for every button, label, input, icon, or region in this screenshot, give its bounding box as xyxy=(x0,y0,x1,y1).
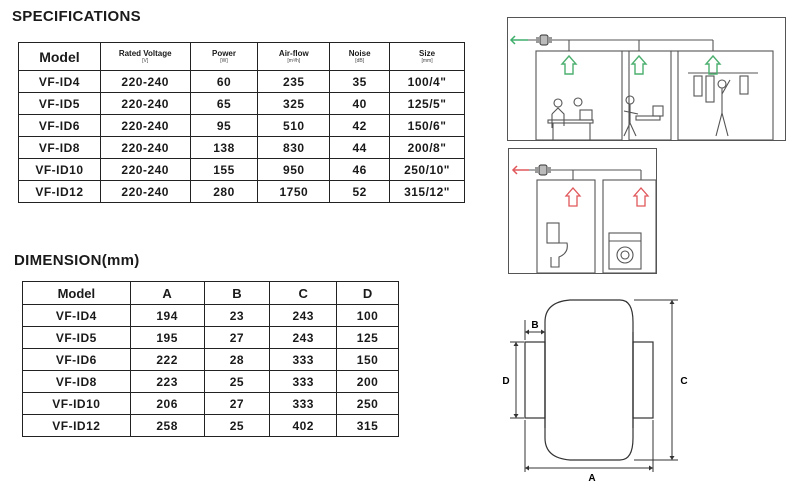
spec-cell: VF-ID12 xyxy=(19,181,101,203)
spec-cell: 220-240 xyxy=(100,93,190,115)
intake-arrow-icon xyxy=(562,56,576,74)
dim-header-d: D xyxy=(337,282,399,305)
rooms-duct-drawing xyxy=(508,18,785,140)
dim-cell: VF-ID12 xyxy=(23,415,131,437)
spec-cell: 315/12" xyxy=(390,181,465,203)
intake-arrow-icon xyxy=(706,56,720,74)
spec-cell: 65 xyxy=(190,93,258,115)
spec-cell: 220-240 xyxy=(100,71,190,93)
dimension-table xyxy=(22,281,399,437)
dim-cell: 25 xyxy=(204,415,270,437)
dimension-title: DIMENSION(mm) xyxy=(14,252,140,269)
spec-header-voltage: Rated Voltage [V] xyxy=(100,43,190,71)
spec-cell: 280 xyxy=(190,181,258,203)
spec-cell: 510 xyxy=(258,115,330,137)
spec-header-power: Power [W] xyxy=(190,43,258,71)
spec-cell: 44 xyxy=(330,137,390,159)
dim-cell: 194 xyxy=(130,305,204,327)
table-row xyxy=(19,159,465,181)
dim-cell: 150 xyxy=(337,349,399,371)
dim-cell: 243 xyxy=(270,305,337,327)
spec-cell: 200/8" xyxy=(390,137,465,159)
dim-cell: 28 xyxy=(204,349,270,371)
dim-cell: 222 xyxy=(130,349,204,371)
specifications-title: SPECIFICATIONS xyxy=(12,8,141,25)
spec-cell: 325 xyxy=(258,93,330,115)
exhaust-arrow-icon xyxy=(511,36,528,44)
spec-cell: 95 xyxy=(190,115,258,137)
dim-cell: 223 xyxy=(130,371,204,393)
dim-cell: 125 xyxy=(337,327,399,349)
spec-cell: 950 xyxy=(258,159,330,181)
table-row xyxy=(19,115,465,137)
dim-cell: 23 xyxy=(204,305,270,327)
spec-cell: 46 xyxy=(330,159,390,181)
ventilation-illustration-bathroom xyxy=(508,148,657,274)
dim-cell: 200 xyxy=(337,371,399,393)
table-row xyxy=(19,137,465,159)
fan-unit-icon xyxy=(536,35,552,45)
intake-arrow-icon xyxy=(632,56,646,74)
intake-arrow-icon xyxy=(566,188,580,206)
label-c: C xyxy=(680,376,688,387)
ventilation-illustration-rooms xyxy=(507,17,786,141)
table-row xyxy=(23,327,399,349)
spec-header-model: Model xyxy=(19,43,101,71)
fan-dimension-drawing xyxy=(500,292,700,484)
dim-cell: VF-ID4 xyxy=(23,305,131,327)
spec-cell: 235 xyxy=(258,71,330,93)
table-row xyxy=(19,71,465,93)
dim-header-row xyxy=(23,282,399,305)
spec-cell: VF-ID10 xyxy=(19,159,101,181)
spec-cell: 35 xyxy=(330,71,390,93)
dim-cell: 333 xyxy=(270,349,337,371)
table-row xyxy=(19,93,465,115)
dim-cell: 243 xyxy=(270,327,337,349)
spec-cell: 1750 xyxy=(258,181,330,203)
dim-cell: 333 xyxy=(270,393,337,415)
spec-cell: 830 xyxy=(258,137,330,159)
dim-cell: 195 xyxy=(130,327,204,349)
intake-arrow-icon xyxy=(634,188,648,206)
table-row xyxy=(19,181,465,203)
spec-cell: VF-ID8 xyxy=(19,137,101,159)
spec-header-noise: Noise [dB] xyxy=(330,43,390,71)
spec-cell: VF-ID5 xyxy=(19,93,101,115)
spec-cell: 52 xyxy=(330,181,390,203)
dim-cell: 27 xyxy=(204,393,270,415)
dim-cell: VF-ID8 xyxy=(23,371,131,393)
spec-cell: 60 xyxy=(190,71,258,93)
dim-cell: 258 xyxy=(130,415,204,437)
spec-cell: 42 xyxy=(330,115,390,137)
dim-cell: 25 xyxy=(204,371,270,393)
dim-cell: 402 xyxy=(270,415,337,437)
dim-header-model: Model xyxy=(23,282,131,305)
table-row xyxy=(23,415,399,437)
spec-cell: 250/10" xyxy=(390,159,465,181)
spec-cell: 220-240 xyxy=(100,115,190,137)
table-row xyxy=(23,305,399,327)
spec-cell: 125/5" xyxy=(390,93,465,115)
spec-cell: 155 xyxy=(190,159,258,181)
dim-cell: VF-ID10 xyxy=(23,393,131,415)
spec-header-row xyxy=(19,43,465,71)
spec-cell: 220-240 xyxy=(100,181,190,203)
dim-cell: 250 xyxy=(337,393,399,415)
fan-unit-icon xyxy=(535,165,551,175)
dim-header-b: B xyxy=(204,282,270,305)
spec-header-airflow: Air-flow [m³/h] xyxy=(258,43,330,71)
label-b: B xyxy=(531,320,539,331)
spec-cell: 40 xyxy=(330,93,390,115)
dim-cell: 27 xyxy=(204,327,270,349)
dim-cell: VF-ID5 xyxy=(23,327,131,349)
exhaust-arrow-icon xyxy=(513,166,529,174)
spec-cell: 100/4" xyxy=(390,71,465,93)
dim-cell: 333 xyxy=(270,371,337,393)
dim-cell: 206 xyxy=(130,393,204,415)
spec-cell: 220-240 xyxy=(100,137,190,159)
label-d: D xyxy=(502,376,510,387)
table-row xyxy=(23,371,399,393)
spec-cell: 138 xyxy=(190,137,258,159)
dim-cell: VF-ID6 xyxy=(23,349,131,371)
spec-cell: VF-ID4 xyxy=(19,71,101,93)
dim-header-a: A xyxy=(130,282,204,305)
bathroom-duct-drawing xyxy=(509,149,656,273)
specifications-table xyxy=(18,42,465,203)
dim-cell: 315 xyxy=(337,415,399,437)
table-row xyxy=(23,349,399,371)
dim-cell: 100 xyxy=(337,305,399,327)
table-row xyxy=(23,393,399,415)
spec-cell: 150/6" xyxy=(390,115,465,137)
dim-header-c: C xyxy=(270,282,337,305)
label-a: A xyxy=(588,473,596,484)
spec-cell: VF-ID6 xyxy=(19,115,101,137)
spec-cell: 220-240 xyxy=(100,159,190,181)
spec-header-size: Size [mm] xyxy=(390,43,465,71)
